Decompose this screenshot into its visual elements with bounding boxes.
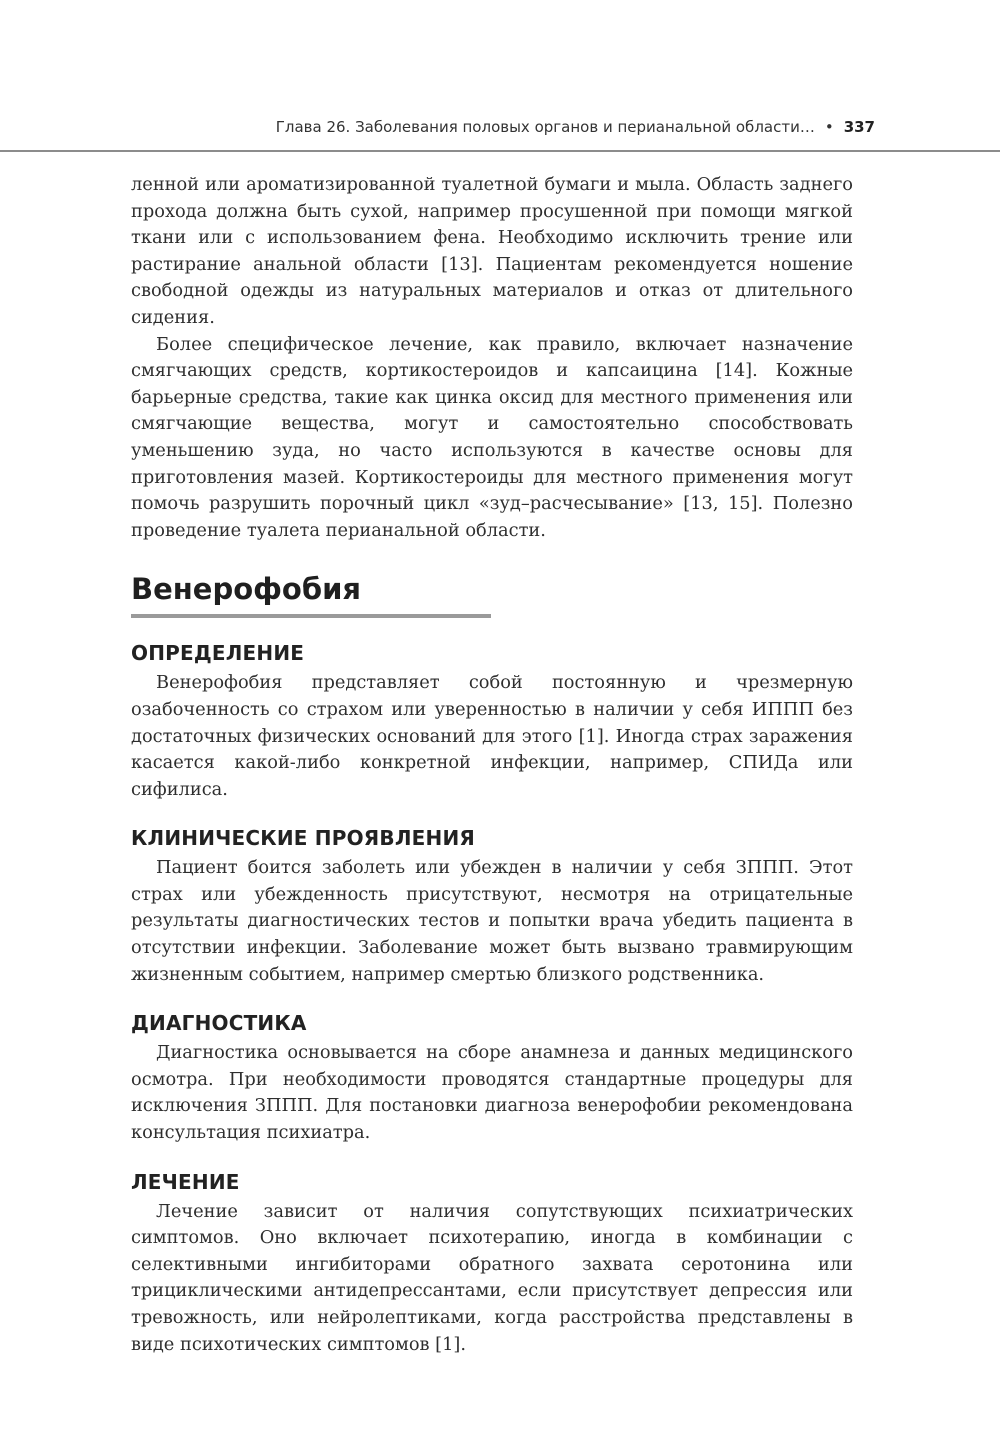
definition-heading: ОПРЕДЕЛЕНИЕ bbox=[131, 641, 305, 666]
running-header bbox=[0, 108, 1000, 152]
clinical-paragraph: Пациент боится заболеть или убежден в наличии у себя ЗППП. Этот страх или убежденность присутствуют, несмотря на отрицательные результаты диагностических тестов и попытки врача убедить пациента в отсутствии инфекции. Заболевание может быть вызвано травмирующим жизненным событием, например смертью близкого родственника. bbox=[131, 857, 853, 985]
diagnostics-heading: ДИАГНОСТИКА bbox=[131, 1011, 307, 1036]
section-title: Венерофобия bbox=[131, 572, 491, 618]
intro-paragraph-2: Более специфическое лечение, как правило, включает назначение смягчающих средств, кортикостероидов и капсаицина [14]. Кожные барьерные средства, такие как цинка оксид для местного применения или смягчающие вещества, могут и самостоятельно способствовать уменьшению зуда, но часто используются в качестве основы для приготовления мазей. Кортикостероиды для местного применения могут помочь разрушить порочный цикл «зуд–расчесывание» [13, 15]. Полезно проведение туалета перианальной области. bbox=[131, 333, 853, 541]
treatment-heading: ЛЕЧЕНИЕ bbox=[131, 1169, 240, 1194]
diagnostics-paragraph: Диагностика основывается на сборе анамнеза и данных медицинского осмотра. При необходимости проводятся стандартные процедуры для исключения ЗППП. Для постановки диагноза венерофобии рекомендована консультация психиатра. bbox=[131, 1042, 853, 1144]
chapter-title: Глава 26. Заболевания половых органов и перианальной области… bbox=[275, 118, 815, 136]
header-text bbox=[276, 118, 875, 136]
treatment-paragraph: Лечение зависит от наличия сопутствующих психиатрических симптомов. Оно включает психотерапию, иногда в комбинации с селективными ингибиторами обратного захвата серотонина или трициклическими антидепрессантами, если присутствует депрессия или тревожность, или нейролептиками, когда расстройства представлены в виде психотических симптомов [1]. bbox=[131, 1200, 853, 1355]
definition-paragraph: Венерофобия представляет собой постоянную и чрезмерную озабоченность со страхом или уверенностью в наличии у себя ИППП без достаточных физических оснований для этого [1]. Иногда страх заражения касается какой-либо конкретной инфекции, например, СПИДа или сифилиса. bbox=[131, 672, 853, 800]
clinical-heading: КЛИНИЧЕСКИЕ ПРОЯВЛЕНИЯ bbox=[131, 826, 475, 851]
page-content bbox=[131, 172, 853, 1358]
header-bullet: • bbox=[824, 118, 834, 136]
page-number: 337 bbox=[843, 118, 875, 136]
intro-paragraph-1: ленной или ароматизированной туалетной бумаги и мыла. Область заднего прохода должна быть сухой, например просушенной при помощи мягкой ткани или с использованием фена. Необходимо исключить трение или растирание анальной области [13]. Пациентам рекомендуется ношение свободной одежды из натуральных материалов и отказ от длительного сидения. bbox=[131, 174, 853, 328]
